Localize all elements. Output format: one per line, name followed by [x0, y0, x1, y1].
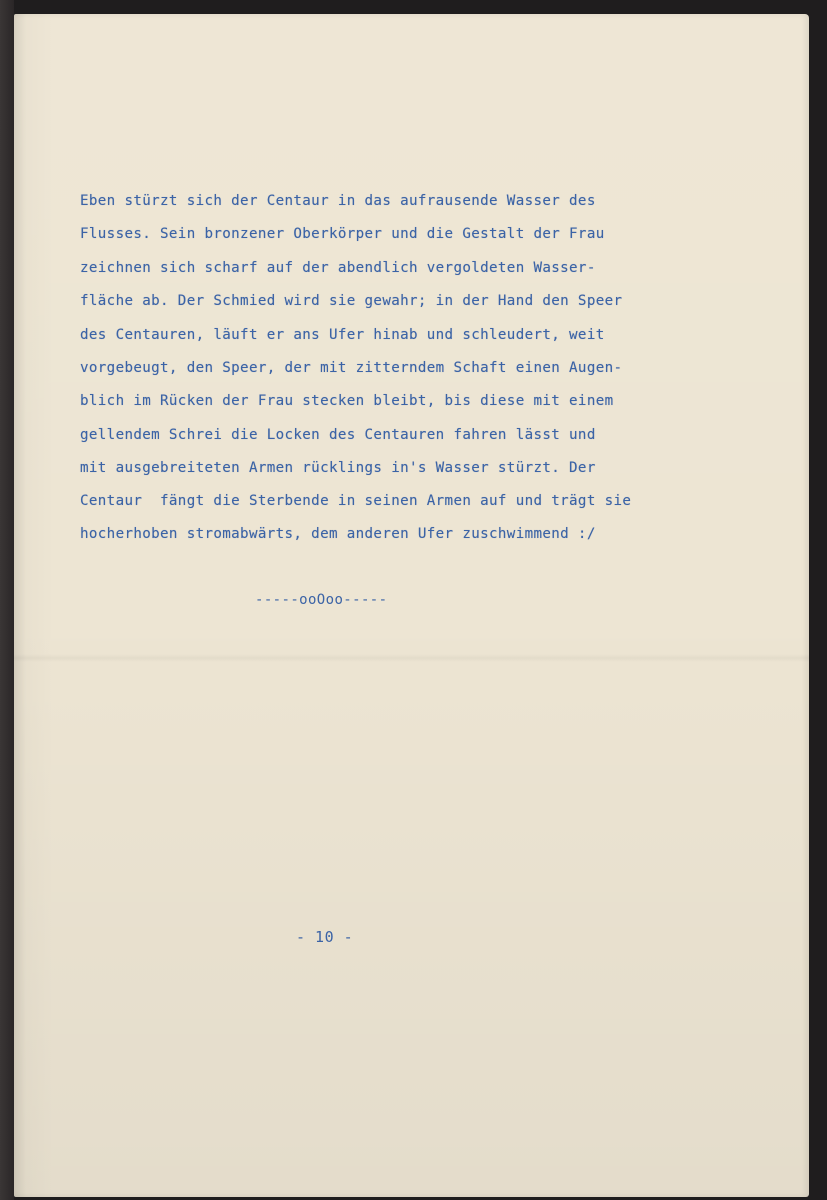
- text-line-4: fläche ab. Der Schmied wird sie gewahr; in der Hand den Speer: [80, 293, 623, 309]
- paper-sheet: [14, 14, 809, 1197]
- binding-edge: [0, 0, 14, 1200]
- page-number: - 10 -: [296, 928, 354, 946]
- text-line-9: mit ausgebreiteten Armen rücklings in's Wasser stürzt. Der: [80, 460, 596, 476]
- text-line-11: hocherhoben stromabwärts, dem anderen Ufer zuschwimmend :/: [80, 526, 596, 542]
- text-line-5: des Centauren, läuft er ans Ufer hinab und schleudert, weit: [80, 327, 605, 343]
- text-line-1: Eben stürzt sich der Centaur in das aufrausende Wasser des: [80, 193, 596, 209]
- paper-fold: [14, 654, 809, 662]
- text-line-2: Flusses. Sein bronzener Oberkörper und die Gestalt der Frau: [80, 226, 605, 242]
- section-separator: -----ooOoo-----: [255, 592, 388, 608]
- text-line-8: gellendem Schrei die Locken des Centauren fahren lässt und: [80, 427, 596, 443]
- text-line-10: Centaur fängt die Sterbende in seinen Armen auf und trägt sie: [80, 493, 632, 509]
- text-line-7: blich im Rücken der Frau stecken bleibt, bis diese mit einem: [80, 393, 614, 409]
- text-line-6: vorgebeugt, den Speer, der mit zitterndem Schaft einen Augen-: [80, 360, 623, 376]
- text-line-3: zeichnen sich scharf auf der abendlich vergoldeten Wasser-: [80, 260, 596, 276]
